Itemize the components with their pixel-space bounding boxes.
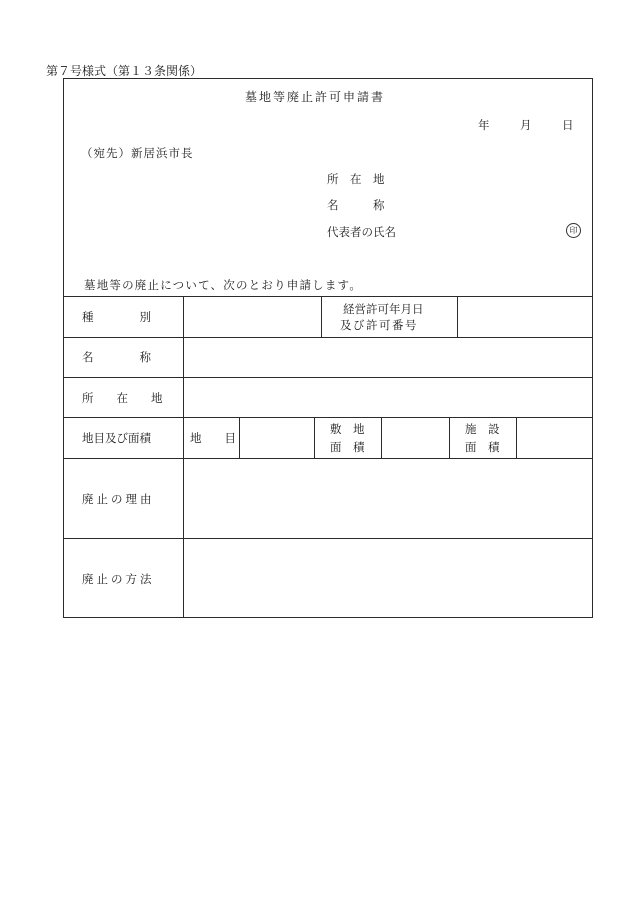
cemetery-location-label: 所 在 地 xyxy=(82,391,163,405)
addressee: （宛先）新居浜市長 xyxy=(81,146,194,160)
seal-icon: 印 xyxy=(566,223,581,238)
site-area-label-line1: 敷 地 xyxy=(330,422,365,436)
abolition-reason-input[interactable] xyxy=(184,459,592,538)
column-divider xyxy=(314,417,315,458)
representative-name-label: 代表者の氏名 xyxy=(327,225,396,239)
land-category-label: 地 目 xyxy=(190,431,236,445)
facility-area-input[interactable] xyxy=(517,418,592,458)
type-label: 種 別 xyxy=(82,310,151,324)
form-title: 墓地等廃止許可申請書 xyxy=(244,90,385,104)
cemetery-location-input[interactable] xyxy=(184,378,592,417)
applicant-location-label: 所 在 地 xyxy=(327,172,385,186)
permit-label-line1: 経営許可年月日 xyxy=(343,302,424,316)
date-month-label: 月 xyxy=(520,118,532,132)
permit-label-line2: 及び許可番号 xyxy=(340,318,418,332)
site-area-input[interactable] xyxy=(382,418,448,458)
date-year-label: 年 xyxy=(478,118,490,132)
facility-area-label-line1: 施 設 xyxy=(465,422,500,436)
facility-area-label-line2: 面 積 xyxy=(465,440,500,454)
land-category-input[interactable] xyxy=(240,418,313,458)
abolition-method-label: 廃止の方法 xyxy=(82,572,155,586)
date-day-label: 日 xyxy=(562,118,574,132)
cemetery-name-label: 名 称 xyxy=(82,350,151,364)
site-area-label-line2: 面 積 xyxy=(330,440,365,454)
row-divider xyxy=(63,417,593,418)
form-number: 第７号様式（第１３条関係） xyxy=(46,64,203,78)
type-input[interactable] xyxy=(184,297,320,337)
application-statement: 墓地等の廃止について、次のとおり申請します。 xyxy=(84,278,363,292)
abolition-method-input[interactable] xyxy=(184,539,592,617)
permit-input[interactable] xyxy=(458,297,592,337)
column-divider xyxy=(449,417,450,458)
abolition-reason-label: 廃止の理由 xyxy=(82,492,155,506)
land-area-label: 地目及び面積 xyxy=(82,431,151,445)
cemetery-name-input[interactable] xyxy=(184,338,592,377)
applicant-name-label: 名 称 xyxy=(327,198,385,212)
column-divider xyxy=(321,296,322,337)
